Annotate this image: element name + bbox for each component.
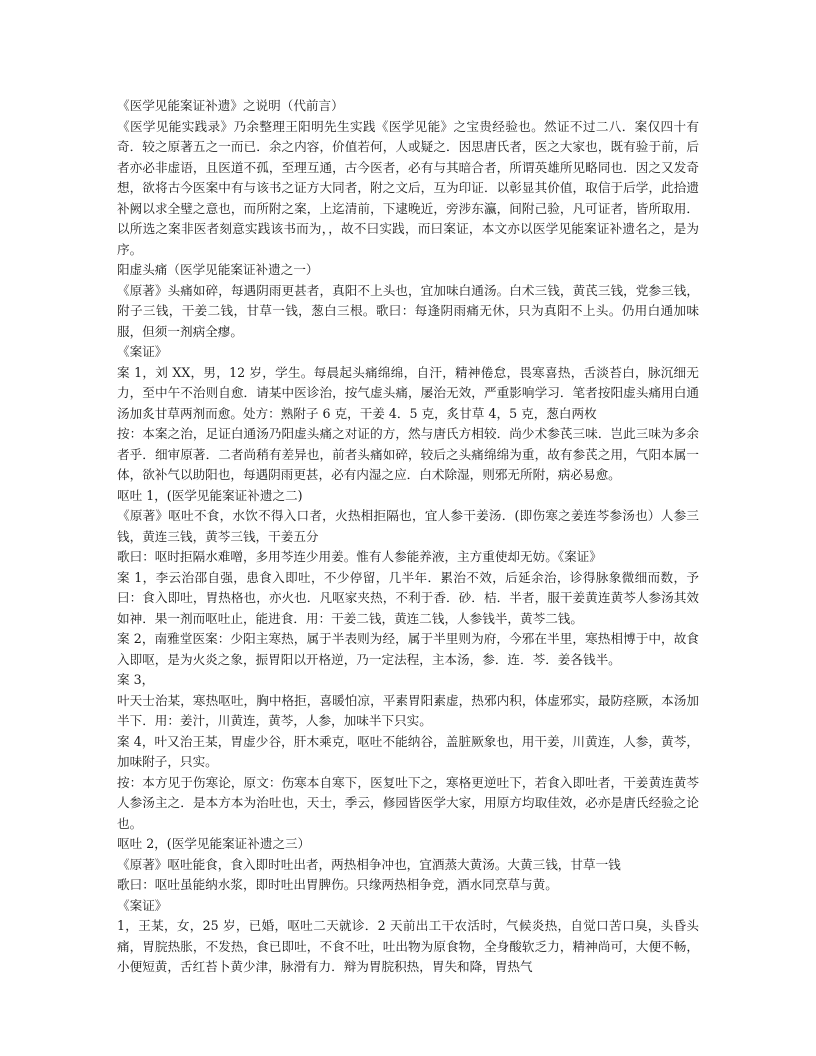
commentary-paragraph: 按：本案之治，足证白通汤乃阳虚头痛之对证的方，然与唐氏方相较．尚少术参芪三味．岂此三味为多余者乎．细审原著．二者尚稍有差异也，前者头痛如碎，较后之头痛绵绵为重，故有参芪之用，气阳本属一体，欲补气以助阳也，每遇阴雨更甚，必有内湿之应．白术除湿，则邪无所附，病必易愈。 xyxy=(117,426,699,482)
case-paragraph: 案 1，李云治邵自强，患食入即吐，不少停留，几半年．累治不效，后延余治，诊得脉象微细而数，予曰：食入即吐，胃热格也，亦火也．凡呕家夹热，不利于香．砂．桔．半者，服干姜黄连黄芩人参汤其效如神．果一剂而呕吐止，能进食．用：干姜二钱，黄连二钱，人参钱半，黄芩二钱。 xyxy=(117,569,699,626)
commentary-paragraph: 按：本方见于伤寒论，原文：伤寒本自寒下，医复吐下之，寒格更逆吐下，若食入即吐者，干姜黄连黄芩人参汤主之．是本方本为治吐也，天士，季云，修园皆医学大家，用原方均取佳效，必亦是唐氏经验之论也。 xyxy=(117,774,699,831)
verse-paragraph: 歌曰：呕时拒隔水难噌，多用芩连少用姜。惟有人参能养液，主方重使却无妨。《案证》 xyxy=(117,549,602,564)
original-text: 《原著》头痛如碎，每遇阴雨更甚者，真阳不上头也，宜加味白通汤。白术三钱，黄芪三钱，党参三钱，附子三钱，干姜二钱，甘草一钱，葱白三根。歌曰：每逢阴雨痛无休，只为真阳不上头。仍用白通加味服，但须一剂病全瘳。 xyxy=(117,282,699,339)
case-paragraph: 案 2，南雅堂医案：少阳主寒热，属于半表则为经，属于半里则为府，今邪在半里，寒热相博于中，故食入即呕，是为火炎之象，振胃阳以开格逆，乃一定法程，主本汤，参．连．芩．姜各钱半。 xyxy=(117,631,699,667)
preface-body: 《医学见能实践录》乃余整理王阳明先生实践《医学见能》之宝贵经验也。然证不过二八．案仅四十有奇．较之原著五之一而已．余之内容，价值若何，人或疑之．因思唐氏者，医之大家也，既有验于前，后者亦必非虚语，且医道不孤，至理互通，古今医者，必有与其暗合者，所谓英雄所见略同也．因之又发奇想，欲将古今医案中有与该书之证方大同者，附之文后，互为印证．以彰显其价值，取信于后学，此拾遗补阙以求全璧之意也，而所附之案，上迄清前，下逮晚近，旁涉东瀛，间附己验，凡可证者，皆所取用．以所选之案非医者刻意实践该书而为，，故不曰实践，而曰案证，本文亦以医学见能案证补遗名之，是为序。 xyxy=(117,118,699,257)
original-text: 《原著》呕吐不食，水饮不得入口者，火热相拒隔也，宜人参干姜汤．(即伤寒之姜连芩参汤也）人参三钱，黄连三钱，黄芩三钱，干姜五分 xyxy=(117,508,699,544)
preface-title: 《医学见能案证补遗》之说明（代前言） xyxy=(117,98,344,113)
original-text: 《原著》呕吐能食，食入即时吐出者，两热相争冲也，宜酒蒸大黄汤。大黄三钱，甘草一钱 xyxy=(117,856,621,872)
case-heading: 案 3， xyxy=(117,672,155,687)
section-title-headache: 阳虚头痛（医学见能案证补遗之一） xyxy=(117,262,319,277)
section-title-vomiting-1: 呕吐 1，(医学见能案证补遗之二) xyxy=(117,487,303,503)
section-title-vomiting-2: 呕吐 2，(医学见能案证补遗之三） xyxy=(117,836,311,851)
case-paragraph: 案 4，叶又治王某，胃虚少谷，肝木乘克，呕吐不能纳谷，盖脏厥象也，用干姜，川黄连，人参，黄芩，加味附子，只实。 xyxy=(117,733,699,769)
verse-paragraph: 歌曰：呕吐虽能纳水浆，即时吐出胃脾伤。只缘两热相争竞，酒水同烹草与黄。 xyxy=(117,877,558,892)
case-paragraph: 1，王某，女，25 岁，已婚，呕吐二天就诊．2 天前出工干农活时，气候炎热，自觉口苦口臭，头昏头痛，胃脘热胀，不发热，食已即吐，不食不吐，吐出物为原食物，全身酸软乏力，精神尚可，大便不畅，小便短黄，舌红苔卜黄少津，脉滑有力．辩为胃脘积热，胃失和降，胃热气 xyxy=(117,918,699,974)
case-heading: 《案证》 xyxy=(117,897,168,913)
case-heading: 《案证》 xyxy=(117,344,168,359)
case-paragraph: 叶天士治某，寒热呕吐，胸中格拒，喜暖怕凉，平素胃阳素虚，热邪内积，体虚邪实，最防痉厥，本汤加半下．用：姜汁，川黄连，黄芩，人参，加味半下只实。 xyxy=(117,692,699,728)
case-paragraph: 案 1，刘 XX，男，12 岁，学生。每晨起头痛绵绵，自汗，精神倦怠，畏寒喜热，舌淡苔白，脉沉细无力，至中午不治则自愈．请某中医诊治，按气虚头痛，屡治无效，严重影响学习．笔者按阳虚头痛用白通汤加炙甘草两剂而愈。处方：熟附子 6 克，干姜 4．5 克，炙甘草 4，5 克，葱白两枚 xyxy=(117,364,699,421)
